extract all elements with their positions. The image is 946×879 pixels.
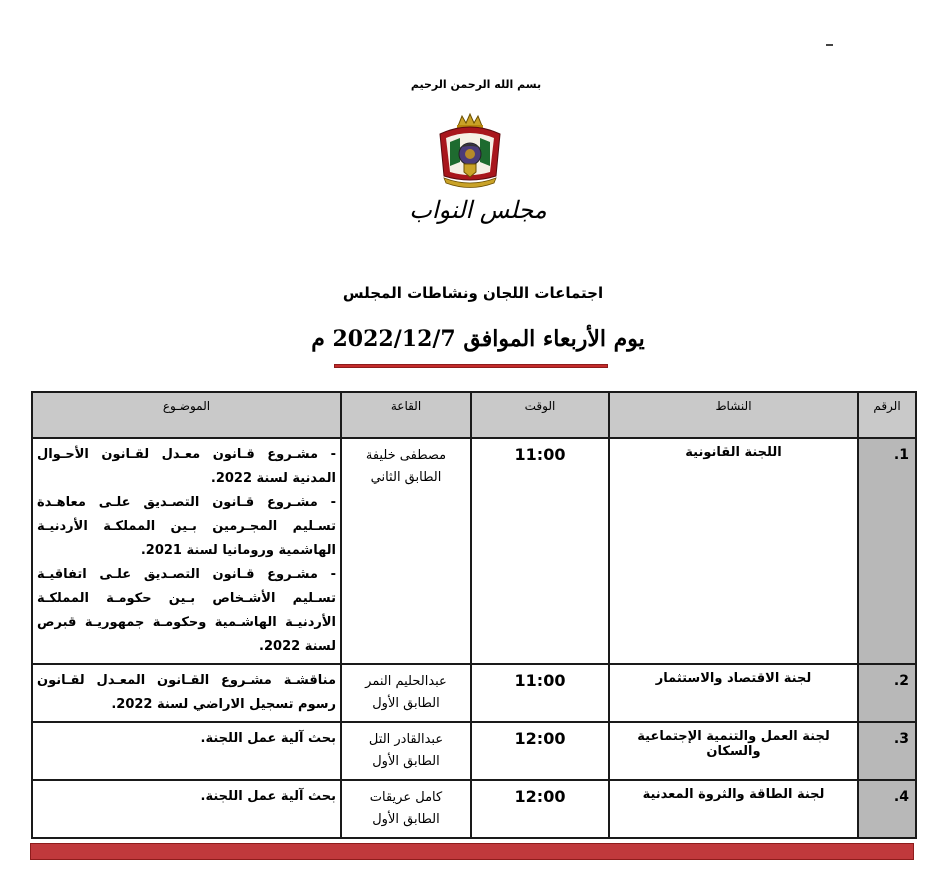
row-time: 11:00 [471, 438, 609, 664]
row-room [341, 780, 471, 838]
footer-bar [30, 843, 914, 860]
room-floor: الطابق الثاني [370, 470, 442, 485]
row-number: 1. [858, 438, 916, 664]
row-subject [32, 664, 341, 722]
council-logo [0, 196, 946, 224]
schedule-table [31, 391, 917, 839]
header-subject: الموضـوع [32, 392, 341, 438]
header-room: القاعة [341, 392, 471, 438]
basmala-text: بسم الله الرحمن الرحيم [410, 78, 542, 91]
title-underline [334, 364, 608, 368]
row-subject [32, 438, 341, 664]
row-activity: لجنة الاقتصاد والاستثمار [609, 664, 858, 722]
row-subject [32, 722, 341, 780]
subject-item: مناقشـة مشـروع القـانون المعـدل لقـانون رسوم تسجيل الاراضي لسنة 2022. [37, 673, 336, 712]
table-header-row [32, 392, 916, 438]
room-name: عبدالقادر التل [368, 732, 444, 747]
table-row [32, 664, 916, 722]
heading-text: اجتماعات اللجان ونشاطات المجلس [342, 284, 604, 302]
subject-item: بحث آلية عمل اللجنة. [200, 731, 336, 746]
row-number: 3. [858, 722, 916, 780]
page-mark [826, 44, 833, 46]
row-activity: لجنة العمل والتنمية الإجتماعية والسكان [609, 722, 858, 780]
row-time: 12:00 [471, 780, 609, 838]
subject-item: بحث آلية عمل اللجنة. [200, 789, 336, 804]
row-number: 4. [858, 780, 916, 838]
subject-item: - مشـروع قـانون معـدل لقـانون الأحـوال المدنية لسنة 2022. [37, 447, 336, 486]
room-floor: الطابق الأول [372, 754, 440, 769]
jordan-coat-of-arms-icon [430, 112, 510, 192]
basmala [0, 78, 946, 91]
table-row [32, 438, 916, 664]
row-number: 2. [858, 664, 916, 722]
row-time: 12:00 [471, 722, 609, 780]
room-name: مصطفى خليفة [365, 448, 447, 463]
room-name: عبدالحليم النمر [365, 674, 447, 689]
room-name: كامل عريقات [369, 790, 443, 805]
room-floor: الطابق الأول [372, 812, 440, 827]
header-activity: النشاط [609, 392, 858, 438]
row-room [341, 438, 471, 664]
date-text: يوم الأربعاء الموافق 2022/12/7 م [311, 326, 645, 352]
row-activity: لجنة الطاقة والثروة المعدنية [609, 780, 858, 838]
subject-item: - مشـروع قـانون التصـديق علـى معاهـدة تسـليم المجـرمين بـين المملكـة الأردنيـة الهاشمية ورومانيا لسنة 2021. [37, 495, 336, 558]
row-time: 11:00 [471, 664, 609, 722]
page-heading [0, 284, 946, 302]
page-title [0, 326, 946, 352]
room-floor: الطابق الأول [372, 696, 440, 711]
row-subject [32, 780, 341, 838]
subject-item: - مشـروع قـانون التصـديق علـى اتفاقيـة تسـليم الأشـخاص بـين حكومـة المملكـة الأردنيـة الهاشـمية وحكومـة جمهوريـة قبرص لسنة 2022. [37, 567, 336, 654]
row-room [341, 664, 471, 722]
header-number: الرقم [858, 392, 916, 438]
table-row [32, 780, 916, 838]
council-name: مجلس النواب [409, 196, 547, 224]
row-room [341, 722, 471, 780]
row-activity: اللجنة القانونية [609, 438, 858, 664]
table-row [32, 722, 916, 780]
header-time: الوقت [471, 392, 609, 438]
